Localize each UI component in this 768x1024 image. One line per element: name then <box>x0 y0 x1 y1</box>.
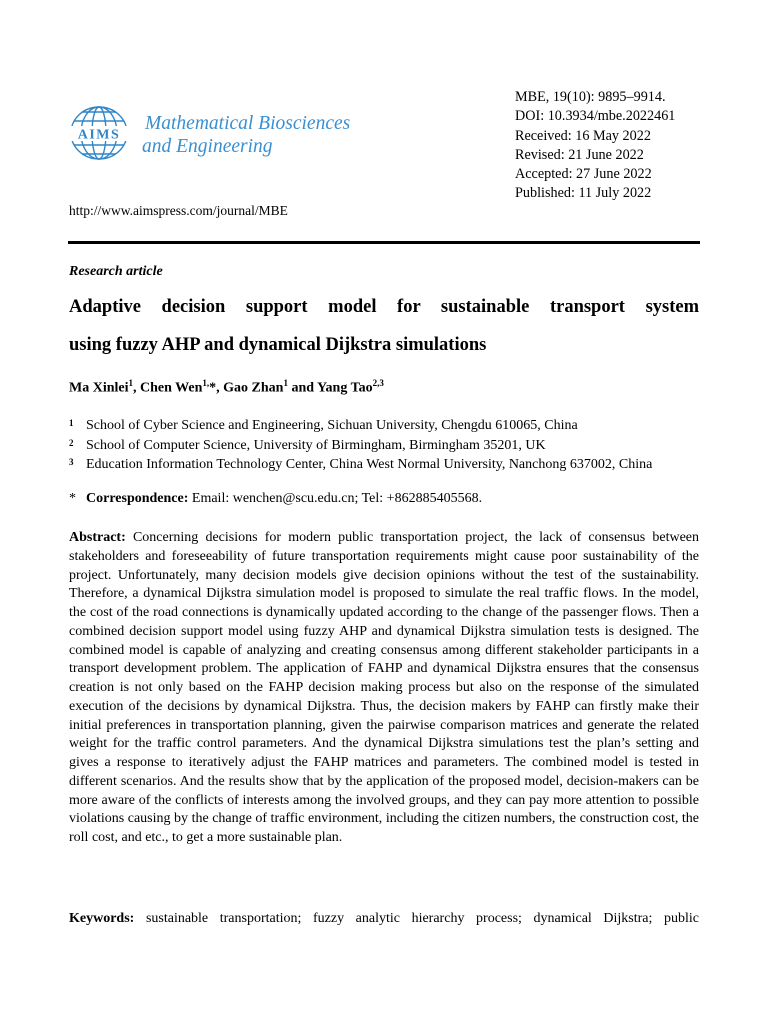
keywords <box>69 909 699 928</box>
correspondence-text: Email: wenchen@scu.edu.cn; Tel: +862885405568. <box>191 491 483 506</box>
published-date: Published: 11 July 2022 <box>515 185 652 202</box>
author-separator: , <box>133 380 140 396</box>
accepted-date: Accepted: 27 June 2022 <box>515 166 652 183</box>
journal-url[interactable]: http://www.aimspress.com/journal/MBE <box>69 203 288 218</box>
keywords-text: sustainable transportation; fuzzy analytic hierarchy process; dynamical Dijkstra; public <box>145 911 699 926</box>
corresponding-mark: * <box>209 380 217 396</box>
correspondence-label: Correspondence: <box>86 491 189 506</box>
affiliation-item <box>69 436 709 456</box>
doi: DOI: 10.3934/mbe.2022461 <box>515 108 676 125</box>
paper-title <box>69 288 699 364</box>
affiliation-text: Education Information Technology Center, China West Normal University, Nanchong 637002, China <box>86 457 653 472</box>
affiliation-text: School of Cyber Science and Engineering, Sichuan University, Chengdu 610065, China <box>86 418 578 433</box>
abstract <box>69 529 699 848</box>
abstract-label: Abstract: <box>69 530 126 545</box>
affiliation-number: 2 <box>69 437 74 448</box>
affiliation-number: 3 <box>69 457 74 467</box>
received-date: Received: 16 May 2022 <box>515 127 651 144</box>
article-type: Research article <box>69 264 163 279</box>
keywords-label: Keywords: <box>69 911 135 926</box>
author-affil-sup: 1 <box>283 378 288 388</box>
author-name: Chen Wen <box>140 380 203 396</box>
globe-icon <box>66 104 132 162</box>
citation: MBE, 19(10): 9895–9914. <box>515 89 666 105</box>
svg-text:AIMS: AIMS <box>77 127 121 143</box>
aims-logo <box>66 104 132 162</box>
article-metadata <box>515 88 675 204</box>
affiliation-item <box>69 416 709 436</box>
author-affil-sup: 1 <box>128 378 133 388</box>
journal-name-line1: Mathematical Biosciences <box>145 113 351 134</box>
affiliation-item <box>69 455 709 475</box>
revised-date: Revised: 21 June 2022 <box>515 146 644 163</box>
author-name: Yang Tao <box>317 380 373 396</box>
title-line1: Adaptive decision support model for sustainable transport system <box>69 297 699 317</box>
header-divider <box>68 241 700 244</box>
author-name: Gao Zhan <box>223 380 284 396</box>
author-separator: and <box>287 380 317 396</box>
affiliation-number: 1 <box>69 418 74 428</box>
author-name: Ma Xinlei <box>69 380 129 396</box>
abstract-text: Concerning decisions for modern public transportation project, the lack of consensus between stakeholders and foreseeability of future transportation requirements might cause poor sustainability of the project. Unfortunately, many decision models give decision opinions without the test of the sustainability. Therefore, a dynamical Dijkstra simulation model is proposed to simulate the real traffic flows. In the model, the cost of the road connections is dynamically updated according to the change of the passenger flows. Then a combined decision support model using fuzzy AHP and dynamical Dijkstra simulation tests is designed. The combined model is capable of analyzing and creating consensus among different stakeholder participants in a transport development problem. The application of FAHP and dynamical Dijkstra ensures that the consensus creation is not only based on the FAHP decision making process but also on the response of the simulated execution of the decisions by dynamical Dijkstra. Thus, the decision makers by FAHP can firstly make their initial preferences in transportation planning, given the pairwise comparison matrices and generate the related weight for the traffic control parameters. And the dynamical Dijkstra simulations test the plan’s setting and gives a response to iteratively adjust the FAHP matrices and parameters. The combined model is tested in different scenarios. And the results show that by the application of the proposed model, decision-makers can be more aware of the conflicts of interests among the involved groups, and they can pay more attention to possible violations causing by the change of traffic environment, including the citizen numbers, the construction cost, the roll cost, and etc., to get a more sustainable plan. <box>69 530 700 845</box>
affiliations <box>69 416 709 475</box>
correspondence <box>69 491 482 507</box>
author-affil-sup: 2,3 <box>372 378 384 388</box>
journal-name-line2: and Engineering <box>142 136 273 157</box>
correspondence-star: * <box>69 491 76 506</box>
affiliation-text: School of Computer Science, University of Birmingham, Birmingham 35201, UK <box>86 437 546 453</box>
author-list <box>69 378 384 397</box>
author-separator: , <box>216 380 224 396</box>
journal-name <box>142 112 351 158</box>
title-line2: using fuzzy AHP and dynamical Dijkstra simulations <box>69 335 487 355</box>
author-affil-sup: 1, <box>202 378 210 388</box>
